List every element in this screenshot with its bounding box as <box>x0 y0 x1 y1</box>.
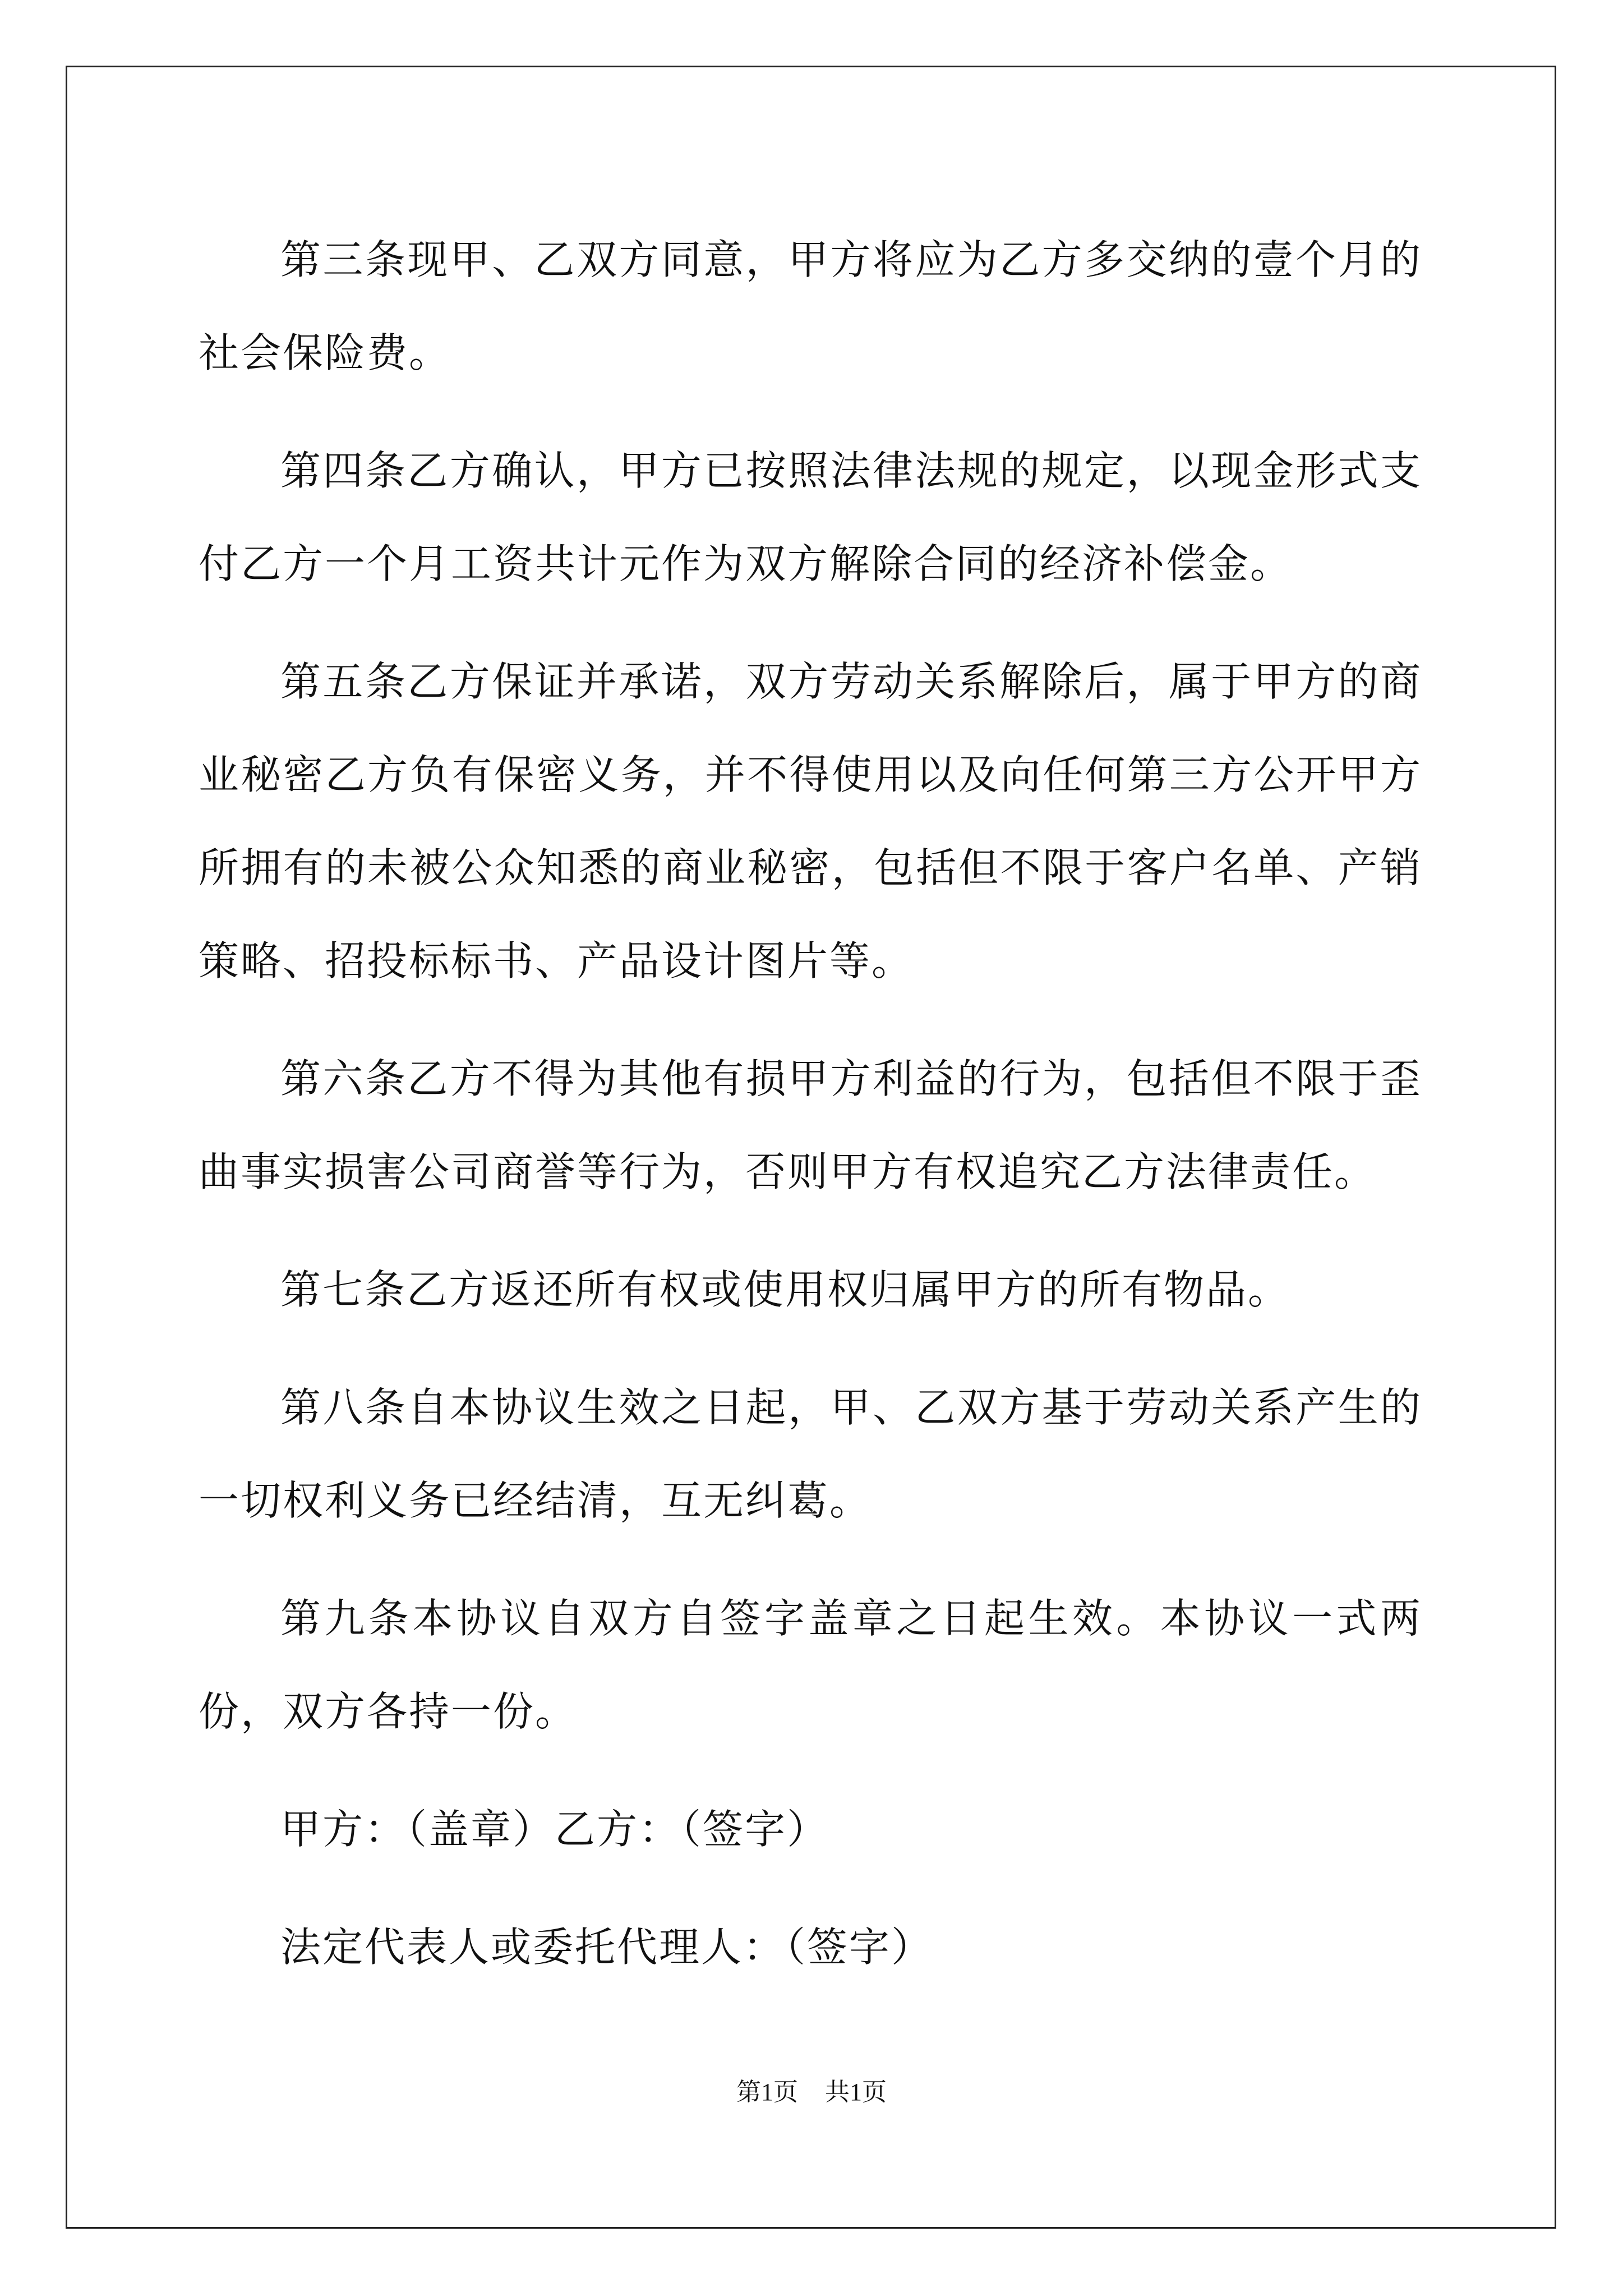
clause-8: 第八条自本协议生效之日起，甲、乙双方基于劳动关系产生的一切权利义务已经结清，互无纠葛。 <box>199 1384 1422 1524</box>
clause-5: 第五条乙方保证并承诺，双方劳动关系解除后，属于甲方的商业秘密乙方负有保密义务，并不得使用以及向任何第三方公开甲方所拥有的未被公众知悉的商业秘密，包括但不限于客户名单、产销策略、招投标标书、产品设计图片等。 <box>199 658 1422 984</box>
page-footer <box>0 2076 1623 2109</box>
clause-9: 第九条本协议自双方自签字盖章之日起生效。本协议一式两份，双方各持一份。 <box>199 1595 1422 1735</box>
clause-6: 第六条乙方不得为其他有损甲方利益的行为，包括但不限于歪曲事实损害公司商誉等行为，否则甲方有权追究乙方法律责任。 <box>199 1055 1422 1195</box>
clause-7: 第七条乙方返还所有权或使用权归属甲方的所有物品。 <box>280 1266 1290 1313</box>
document-body <box>199 213 1422 2018</box>
clause-4: 第四条乙方确认，甲方已按照法律法规的规定，以现金形式支付乙方一个月工资共计元作为双方解除合同的经济补偿金。 <box>199 447 1422 587</box>
page-total: 共1页 <box>825 2078 887 2106</box>
signature-representative: 法定代表人或委托代理人：（签字） <box>280 1924 934 1971</box>
page-number: 第1页 <box>736 2078 798 2106</box>
clause-3: 第三条现甲、乙双方同意，甲方将应为乙方多交纳的壹个月的社会保险费。 <box>199 236 1422 376</box>
signature-parties: 甲方：（盖章）乙方：（签字） <box>280 1806 829 1853</box>
